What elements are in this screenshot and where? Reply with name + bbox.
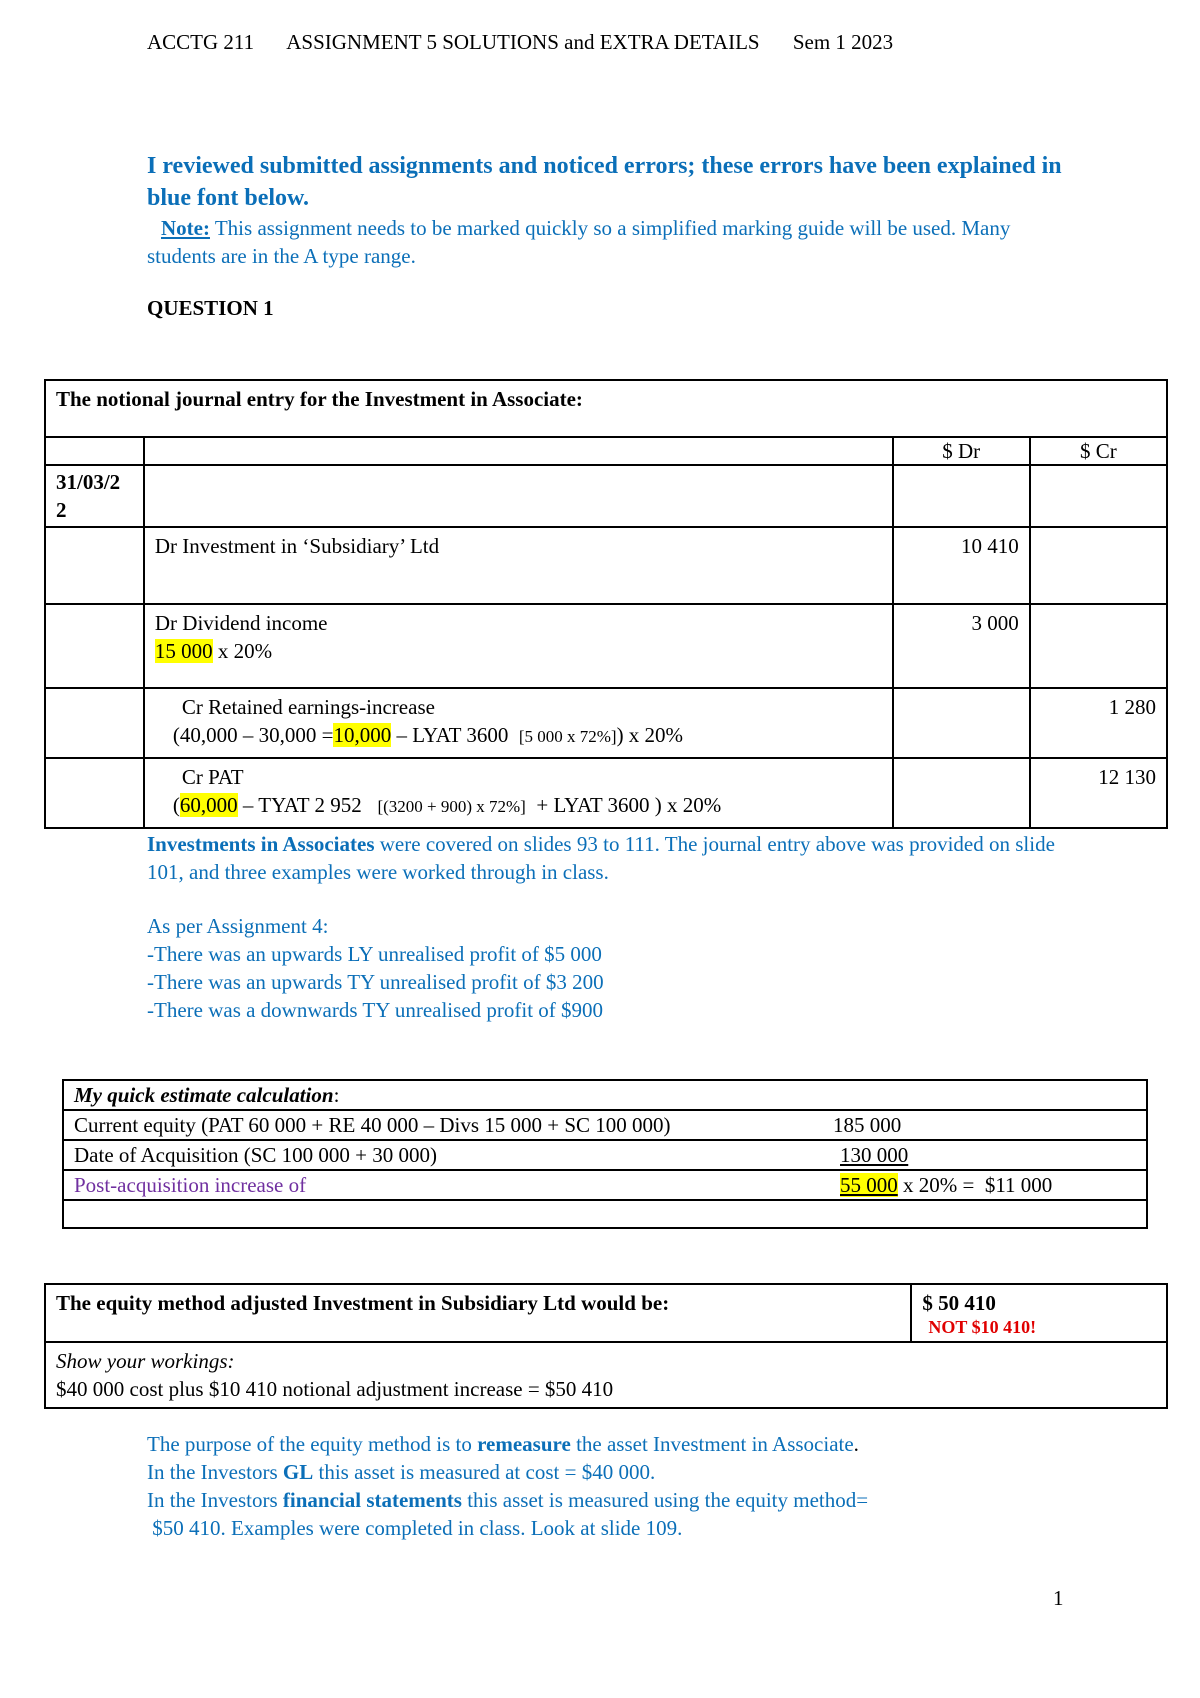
journal-date: 31/03/2 2 bbox=[45, 465, 144, 527]
calc-text: – TYAT 2 952 bbox=[237, 793, 378, 817]
text: the asset Investment in Associate bbox=[570, 1432, 854, 1456]
text: . bbox=[853, 1432, 859, 1456]
calc-text: – LYAT 3600 bbox=[391, 723, 519, 747]
journal-cell bbox=[1030, 465, 1167, 527]
journal-row-dividend bbox=[144, 604, 893, 688]
estimate-row-acquisition bbox=[63, 1140, 1147, 1170]
cr-amount: 1 280 bbox=[1030, 688, 1167, 758]
page-header bbox=[147, 30, 921, 55]
journal-cell bbox=[45, 604, 144, 688]
journal-cell bbox=[893, 688, 1030, 758]
calc-text: (40,000 – 30,000 = bbox=[172, 723, 334, 747]
bold-text: GL bbox=[282, 1460, 314, 1484]
text: this asset is measured at cost = $40 000. bbox=[313, 1460, 656, 1484]
equity-label: The equity method adjusted Investment in Subsidiary Ltd would be: bbox=[45, 1284, 911, 1342]
bold-text: remeasure bbox=[477, 1432, 571, 1456]
estimate-empty-row bbox=[63, 1200, 1147, 1228]
row-calculation bbox=[173, 791, 882, 821]
row-calculation bbox=[173, 721, 882, 751]
estimate-title-text: My quick estimate calculation bbox=[74, 1083, 334, 1107]
estimate-row-current-equity bbox=[63, 1110, 1147, 1140]
text: In the Investors bbox=[147, 1488, 283, 1512]
associates-explanation bbox=[147, 830, 1067, 886]
note-label: Note: bbox=[161, 216, 210, 240]
journal-header-blank bbox=[144, 437, 893, 465]
assignment4-notes bbox=[147, 912, 1067, 1024]
calc-text: ( bbox=[172, 793, 180, 817]
text: In the Investors bbox=[147, 1460, 283, 1484]
text: this asset is measured using the equity method= bbox=[461, 1488, 869, 1512]
calc-text: [5 000 x 72%] bbox=[518, 727, 617, 746]
journal-cell bbox=[1030, 604, 1167, 688]
estimate-calculation-table bbox=[62, 1079, 1148, 1229]
estimate-colon: : bbox=[333, 1083, 340, 1107]
workings-cell bbox=[45, 1342, 1167, 1408]
journal-header-blank bbox=[45, 437, 144, 465]
journal-cell bbox=[45, 758, 144, 828]
document-title: ASSIGNMENT 5 SOLUTIONS and EXTRA DETAILS bbox=[286, 30, 760, 54]
cr-column-header: $ Cr bbox=[1030, 437, 1167, 465]
semester: Sem 1 2023 bbox=[792, 30, 894, 54]
intro-note bbox=[147, 214, 1047, 270]
estimate-row-post-acquisition bbox=[63, 1170, 1147, 1200]
calc-text: ) x 20% bbox=[616, 723, 684, 747]
journal-row-retained-earnings bbox=[144, 688, 893, 758]
journal-row-investment: Dr Investment in ‘Subsidiary’ Ltd bbox=[144, 527, 893, 604]
list-item: -There was an upwards LY unrealised profit of $5 000 bbox=[147, 942, 602, 966]
row-description: Dr Dividend income bbox=[154, 611, 328, 635]
calc-text: x 20% = $11 000 bbox=[897, 1173, 1053, 1197]
list-item: -There was an upwards TY unrealised profit of $3 200 bbox=[147, 970, 604, 994]
financial-statements-line bbox=[147, 1486, 1067, 1514]
assignment4-intro: As per Assignment 4: bbox=[147, 914, 329, 938]
row-value: 130 000 bbox=[840, 1143, 909, 1167]
page-number: 1 bbox=[1053, 1586, 1064, 1610]
dr-amount: 10 410 bbox=[893, 527, 1030, 604]
calc-text: [(3200 + 900) x 72%] bbox=[377, 797, 526, 816]
row-label: Post-acquisition increase of bbox=[74, 1173, 307, 1197]
journal-cell bbox=[45, 688, 144, 758]
gl-line bbox=[147, 1458, 1067, 1486]
slide-reference-line: $50 410. Examples were completed in class. Look at slide 109. bbox=[147, 1516, 683, 1540]
dr-amount: 3 000 bbox=[893, 604, 1030, 688]
associates-bold: Investments in Associates bbox=[147, 832, 375, 856]
equity-method-explanation bbox=[147, 1430, 1067, 1542]
row-description: Cr Retained earnings-increase bbox=[181, 695, 435, 719]
list-item: -There was a downwards TY unrealised profit of $900 bbox=[147, 998, 604, 1022]
equity-value: $ 50 410 bbox=[922, 1291, 996, 1315]
journal-cell bbox=[144, 465, 893, 527]
journal-row-pat bbox=[144, 758, 893, 828]
row-value bbox=[840, 1172, 1052, 1198]
row-description: Cr PAT bbox=[181, 765, 244, 789]
calc-text: x 20% bbox=[212, 639, 273, 663]
highlighted-value: 15 000 bbox=[154, 639, 213, 663]
highlighted-value: 55 000 bbox=[840, 1173, 898, 1197]
journal-cell bbox=[1030, 527, 1167, 604]
note-text: This assignment needs to be marked quickly so a simplified marking guide will be used. Many students are in the A type range. bbox=[147, 216, 1011, 268]
cr-amount: 12 130 bbox=[1030, 758, 1167, 828]
row-calculation bbox=[155, 637, 882, 665]
calc-text: + LYAT 3600 ) x 20% bbox=[525, 793, 722, 817]
row-value: 185 000 bbox=[833, 1113, 902, 1137]
correction-note: NOT $10 410! bbox=[928, 1317, 1037, 1337]
journal-cell bbox=[45, 527, 144, 604]
estimate-title bbox=[63, 1080, 1147, 1110]
associates-text: were covered on slides 93 to 111. The journal entry above was provided on slide 101, and three examples were worked through in class. bbox=[147, 832, 1055, 884]
journal-title: The notional journal entry for the Investment in Associate: bbox=[45, 380, 1167, 437]
equity-method-table bbox=[44, 1283, 1168, 1409]
equity-value-cell bbox=[911, 1284, 1167, 1342]
course-code: ACCTG 211 bbox=[147, 30, 255, 54]
row-label: Date of Acquisition (SC 100 000 + 30 000) bbox=[74, 1143, 437, 1167]
highlighted-value: 10,000 bbox=[333, 723, 392, 747]
bold-text: financial statements bbox=[282, 1488, 462, 1512]
journal-cell bbox=[893, 465, 1030, 527]
row-label: Current equity (PAT 60 000 + RE 40 000 – Divs 15 000 + SC 100 000) bbox=[74, 1113, 671, 1137]
intro-statement: I reviewed submitted assignments and noticed errors; these errors have been explained in blue font below. bbox=[147, 153, 1062, 211]
workings-label: Show your workings: bbox=[56, 1349, 235, 1373]
text: The purpose of the equity method is to bbox=[147, 1432, 478, 1456]
workings-text: $40 000 cost plus $10 410 notional adjustment increase = $50 410 bbox=[56, 1377, 614, 1401]
journal-cell bbox=[893, 758, 1030, 828]
dr-column-header: $ Dr bbox=[893, 437, 1030, 465]
highlighted-value: 60,000 bbox=[179, 793, 238, 817]
purpose-line bbox=[147, 1430, 1067, 1458]
journal-entry-table bbox=[44, 379, 1168, 829]
question-heading: QUESTION 1 bbox=[147, 296, 274, 320]
